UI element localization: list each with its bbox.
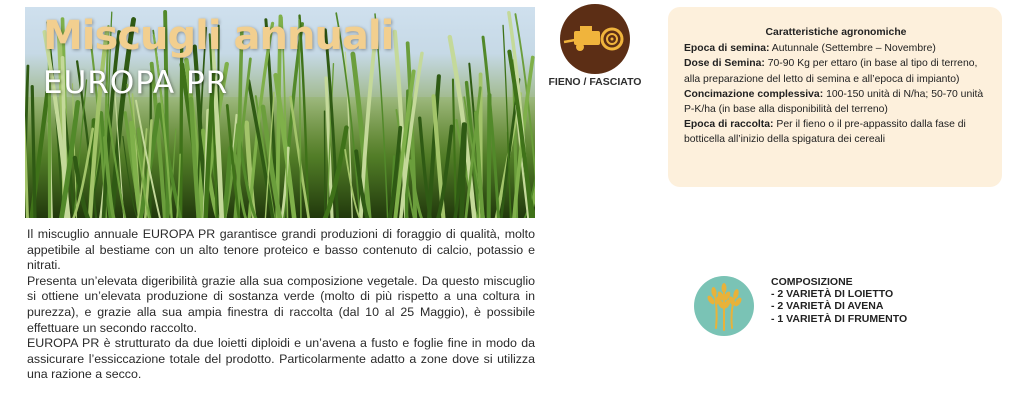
wheat-icon — [694, 276, 754, 336]
agronomic-item-text: 70-90 Kg per ettaro (in base al tipo di terreno, alla preparazione del letto di semina e all’epoca di impianto) — [684, 58, 978, 85]
agronomic-item — [684, 56, 988, 86]
agronomic-item — [684, 117, 988, 147]
composition-title: COMPOSIZIONE — [771, 276, 853, 288]
description-paragraph: EUROPA PR è strutturato da due loietti diploidi e un’avena a fusto e foglie fine in modo da assicurare l’essiccazione totale del prodotto. Particolarmente adatto a zone dove si utilizza una razione a secco. — [27, 336, 535, 382]
agronomic-item-text: 100-150 unità di N/ha; 50-70 unità P-K/ha (in base alla disponibilità del terreno) — [684, 88, 984, 116]
composition — [771, 276, 907, 325]
product-name: EUROPA PR — [43, 65, 229, 101]
agronomic-item-label: Dose di Semina: — [684, 58, 765, 70]
agronomic-item — [684, 87, 988, 117]
agronomic-item-text: Autunnale (Settembre – Novembre) — [771, 43, 936, 55]
hero-image — [25, 7, 535, 218]
agronomic-item-label: Concimazione complessiva: — [684, 88, 824, 100]
description-paragraph: Presenta un’elevata digeribilità grazie alla sua composizione vegetale. Da questo miscuglio si ottiene un’elevata produzione di sostanza verde (molto di più rispetto a una coltura in purezza), e grazie alla sua ampia finestra di raccolta (dal 10 al 25 Maggio), è possibile effettuare un secondo raccolto. — [27, 273, 535, 335]
description-paragraph: Il miscuglio annuale EUROPA PR garantisce grandi produzioni di foraggio di qualità, molto appetibile al bestiame con un alto tenore proteico e basso contenuto di calcio, potassio e nitrati. — [27, 227, 535, 273]
agronomic-item-label: Epoca di raccolta: — [684, 119, 774, 131]
agronomic-item — [684, 41, 988, 56]
composition-item: - 2 VARIETÀ DI AVENA — [771, 300, 884, 313]
agronomic-item-label: Epoca di semina: — [684, 43, 770, 55]
page-title: Miscugli annuali — [43, 13, 394, 59]
usage-label: FIENO / FASCIATO — [548, 76, 642, 88]
grass-blade — [489, 95, 490, 218]
agronomic-item-text: Per il fieno o il pre-appassito dalla fase di botticella all’inizio della spigatura dei cereali — [684, 119, 966, 146]
description — [27, 227, 535, 383]
agronomic-title: Caratteristiche agronomiche — [765, 27, 907, 38]
composition-item: - 1 VARIETÀ DI FRUMENTO — [771, 312, 908, 325]
agronomic-characteristics-box — [668, 7, 1002, 187]
composition-item: - 2 VARIETÀ DI LOIETTO — [771, 288, 894, 301]
hay-baler-icon — [560, 4, 630, 74]
composition-list — [771, 288, 907, 325]
